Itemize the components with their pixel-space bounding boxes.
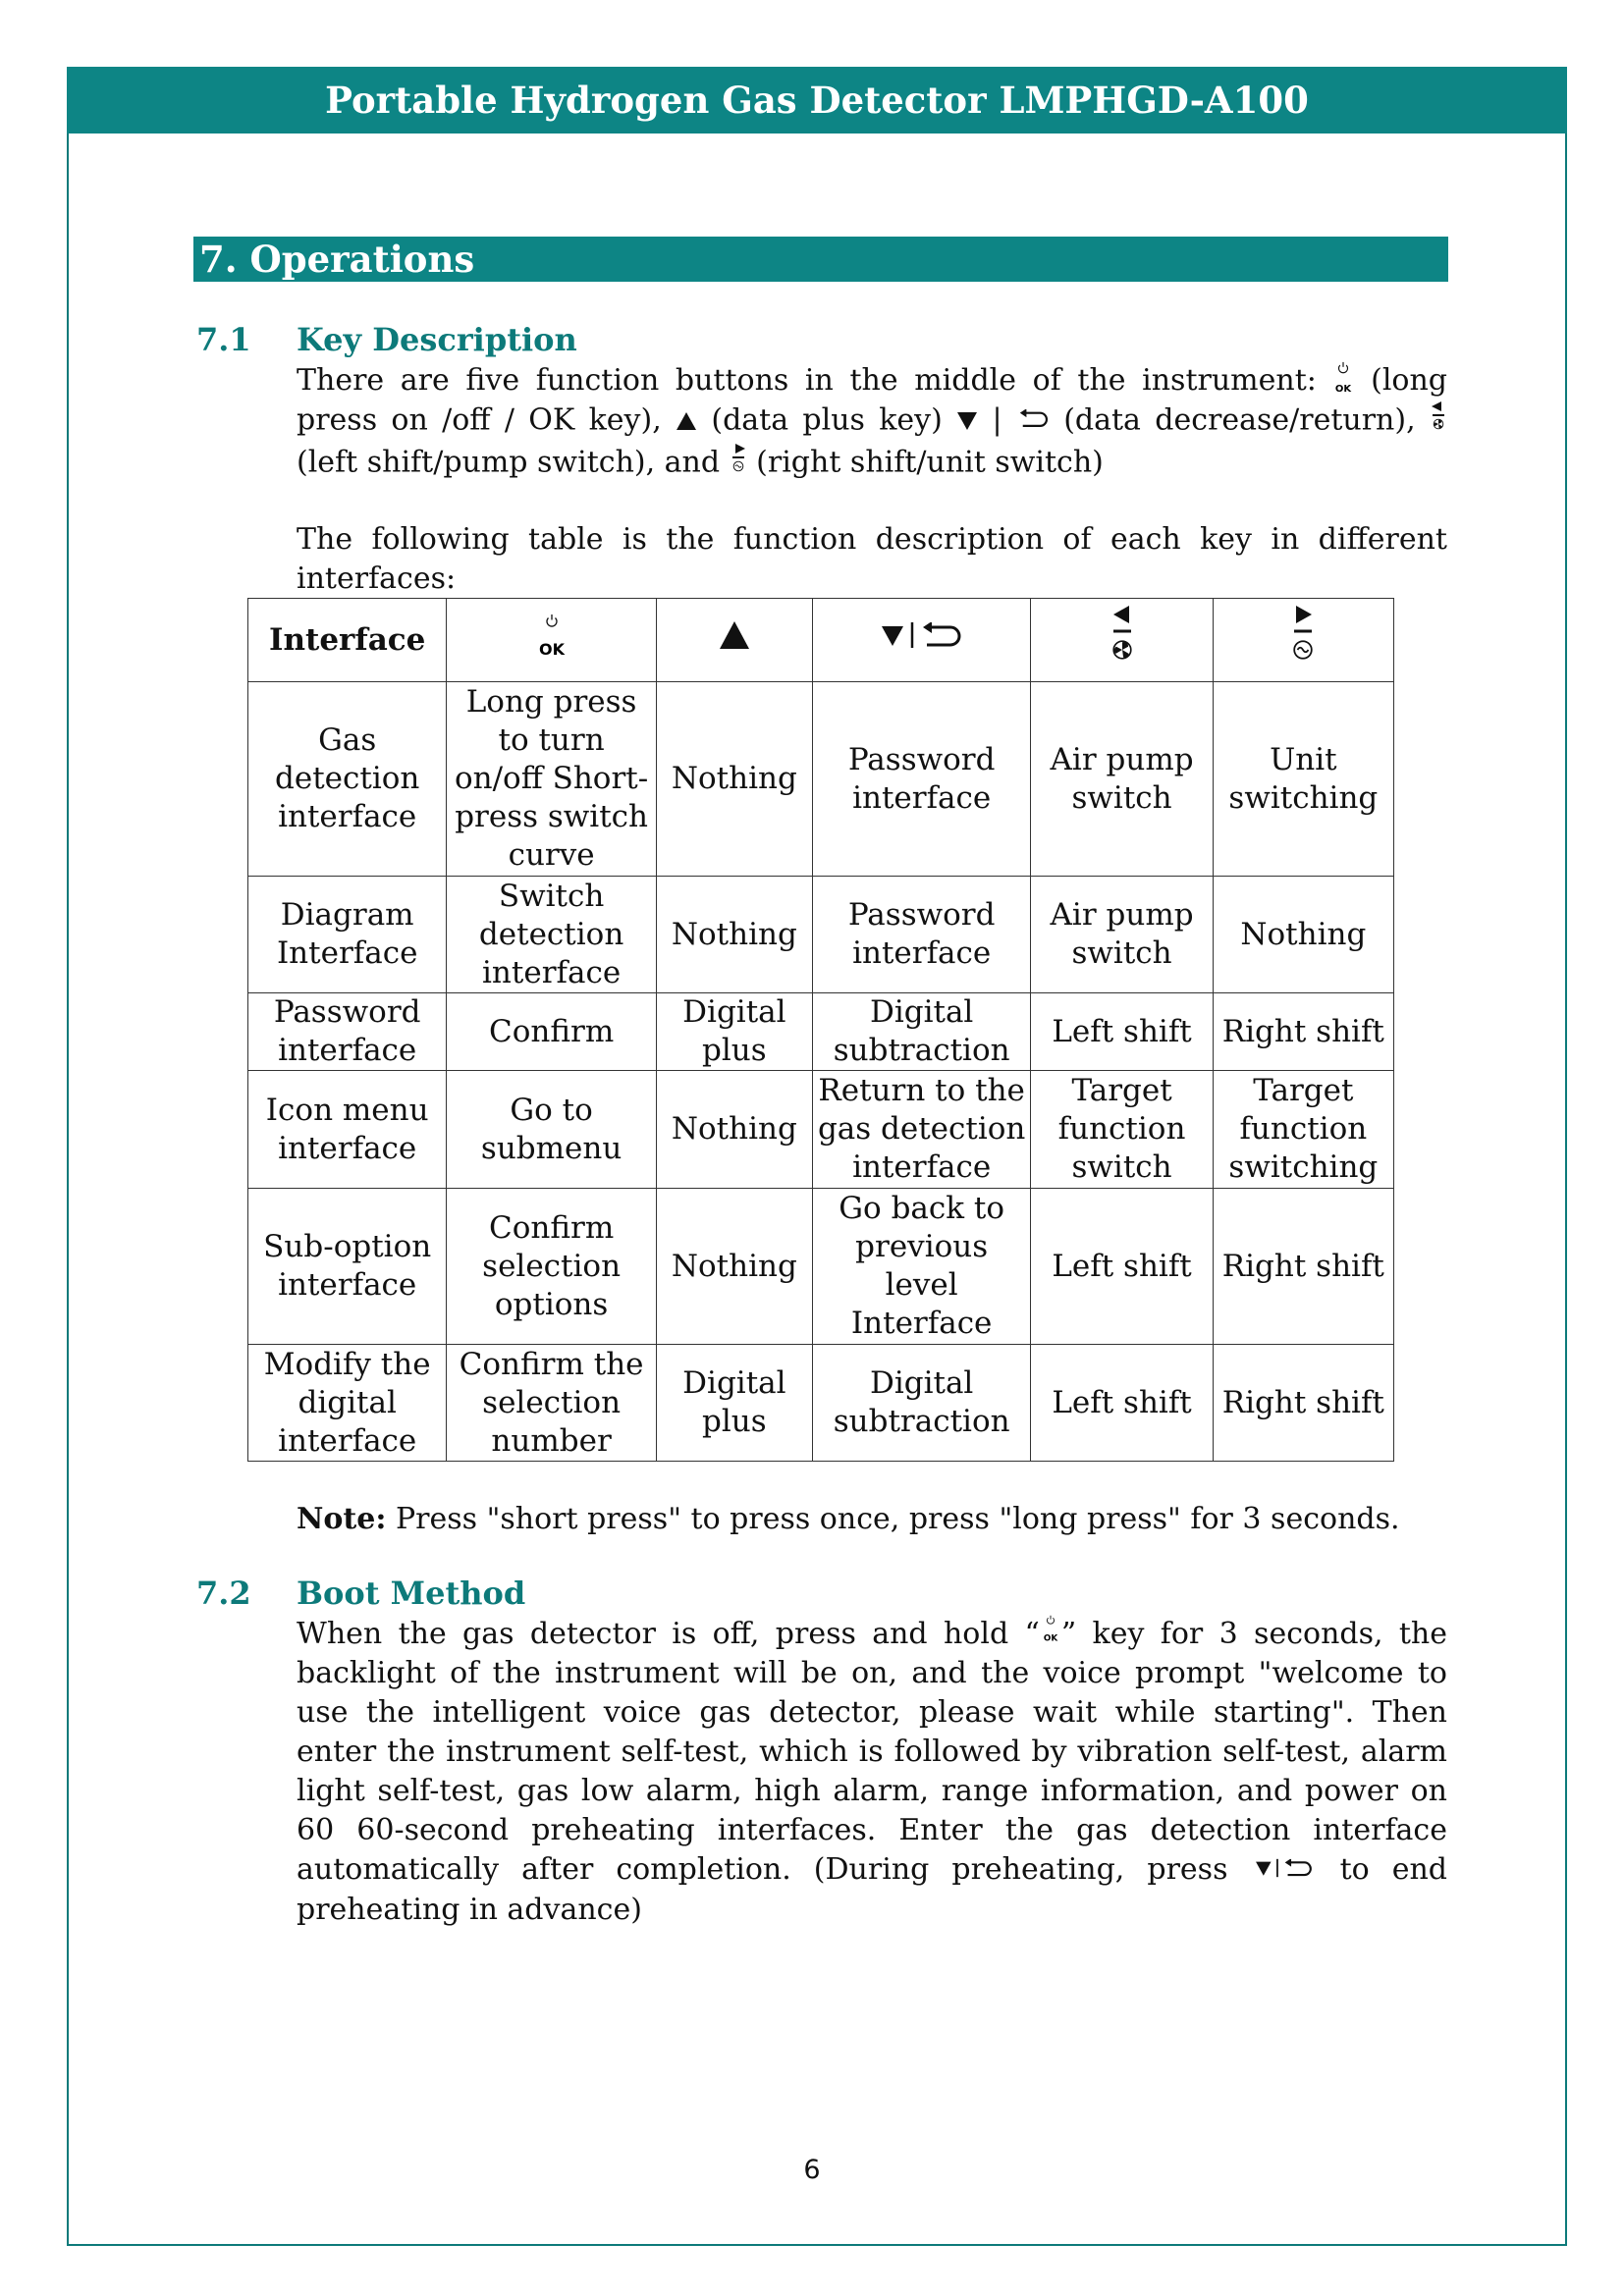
power-ok-icon	[1040, 1615, 1061, 1644]
svg-text:OK: OK	[538, 640, 565, 659]
table-cell: Target function switching	[1213, 1071, 1393, 1189]
table-cell: Long press to turn on/off Short-press switch curve	[447, 682, 656, 877]
para-text: (right shift/unit switch)	[756, 445, 1104, 480]
key-description-paragraph: There are five function buttons in the middle of the instrument: OK (long press on /off / OK key), (data plus key) | (data decrease/return), (left shift/pump switch), and (right shift/unit switch)	[297, 361, 1447, 485]
header-down-return-icon	[812, 599, 1031, 682]
svg-text:OK: OK	[1043, 1633, 1058, 1644]
table-cell: Icon menu interface	[248, 1071, 447, 1189]
note-text: Press "short press" to press once, press "long press" for 3 seconds.	[386, 1502, 1400, 1536]
table-cell: Go back to previous level Interface	[812, 1189, 1031, 1345]
table-row	[248, 1345, 1394, 1462]
table-cell: Left shift	[1031, 1189, 1213, 1345]
table-intro-paragraph: The following table is the function description of each key in different interfaces:	[297, 522, 1447, 596]
table-header-row	[248, 599, 1394, 682]
table-cell: Digital plus	[656, 993, 812, 1071]
subsection-title-key-description: Key Description	[297, 321, 577, 358]
up-triangle-icon	[676, 402, 697, 442]
power-ok-icon	[1332, 361, 1354, 395]
right-unit-icon	[730, 443, 747, 485]
note-label: Note:	[297, 1502, 387, 1536]
table-cell: Nothing	[656, 1071, 812, 1189]
table-cell: Return to the gas detection interface	[812, 1071, 1031, 1189]
down-return-icon	[1251, 1851, 1318, 1891]
para-text: When the gas detector is off, press and hold “	[297, 1617, 1040, 1651]
table-cell: Diagram Interface	[248, 877, 447, 993]
page-number: 6	[803, 2155, 821, 2185]
table-cell: Digital subtraction	[812, 993, 1031, 1071]
table-cell: Confirm selection options	[447, 1189, 656, 1345]
table-cell: Switch detection interface	[447, 877, 656, 993]
para-text: (data decrease/return),	[1063, 402, 1416, 438]
table-row	[248, 877, 1394, 993]
table-cell: Confirm	[447, 993, 656, 1071]
para-text: (data plus key)	[711, 402, 943, 438]
table-row	[248, 682, 1394, 877]
return-icon	[1016, 402, 1050, 442]
header-power-ok-icon	[447, 599, 656, 682]
table-cell: Digital subtraction	[812, 1345, 1031, 1462]
para-text: ” key for 3 seconds, the backlight of the instrument will be on, and the voice prompt "welcome to use the intelligent voice gas detector, please wait while starting". Then enter the instrument self-test, which is followed by vibration self-test, alarm light self-test, gas low alarm, high alarm, range information, and power on 60 60-second preheating interfaces. Enter the gas detection interface automatically after completion. (During preheating, press	[297, 1617, 1448, 1887]
table-cell: Sub-option interface	[248, 1189, 447, 1345]
table-row	[248, 1071, 1394, 1189]
para-text: (left shift/pump switch), and	[297, 445, 721, 480]
table-cell: Air pump switch	[1031, 682, 1213, 877]
table-cell: Air pump switch	[1031, 877, 1213, 993]
table-cell: Target function switch	[1031, 1071, 1213, 1189]
para-text: There are five function buttons in the middle of the instrument:	[297, 363, 1317, 398]
table-cell: Right shift	[1213, 993, 1393, 1071]
table-cell: Digital plus	[656, 1345, 812, 1462]
para-text: to end preheating in advance)	[297, 1852, 1447, 1927]
subsection-number-7-2: 7.2	[196, 1575, 251, 1612]
header-interface: Interface	[248, 599, 447, 682]
header-left-pump-icon	[1031, 599, 1213, 682]
table-cell: Password interface	[248, 993, 447, 1071]
section-title: 7. Operations	[199, 238, 475, 281]
table-cell: Nothing	[656, 1189, 812, 1345]
subsection-title-boot-method: Boot Method	[297, 1575, 526, 1612]
header-right-unit-icon	[1213, 599, 1393, 682]
down-triangle-icon	[956, 402, 978, 442]
table-cell: Right shift	[1213, 1345, 1393, 1462]
table-row	[248, 993, 1394, 1071]
table-cell: Nothing	[656, 877, 812, 993]
left-pump-icon	[1430, 400, 1447, 443]
table-cell: Gas detection interface	[248, 682, 447, 877]
svg-text:OK: OK	[1335, 384, 1352, 395]
table-cell: Left shift	[1031, 993, 1213, 1071]
table-cell: Left shift	[1031, 1345, 1213, 1462]
table-cell: Right shift	[1213, 1189, 1393, 1345]
document-header	[67, 67, 1567, 133]
subsection-number-7-1: 7.1	[196, 321, 251, 358]
section-heading	[193, 237, 1448, 282]
table-row	[248, 1189, 1394, 1345]
table-cell: Confirm the selection number	[447, 1345, 656, 1462]
table-cell: Password interface	[812, 682, 1031, 877]
table-cell: Go to submenu	[447, 1071, 656, 1189]
table-cell: Nothing	[1213, 877, 1393, 993]
boot-method-paragraph	[297, 1615, 1447, 1930]
header-up-triangle-icon	[656, 599, 812, 682]
para-text: (long press on /off / OK key),	[297, 363, 1447, 438]
document-title: Portable Hydrogen Gas Detector LMPHGD-A100	[325, 79, 1309, 122]
table-cell: Nothing	[656, 682, 812, 877]
table-cell: Unit switching	[1213, 682, 1393, 877]
note-paragraph	[297, 1500, 1447, 1539]
table-cell: Password interface	[812, 877, 1031, 993]
table-cell: Modify the digital interface	[248, 1345, 447, 1462]
key-function-table	[247, 598, 1394, 1462]
